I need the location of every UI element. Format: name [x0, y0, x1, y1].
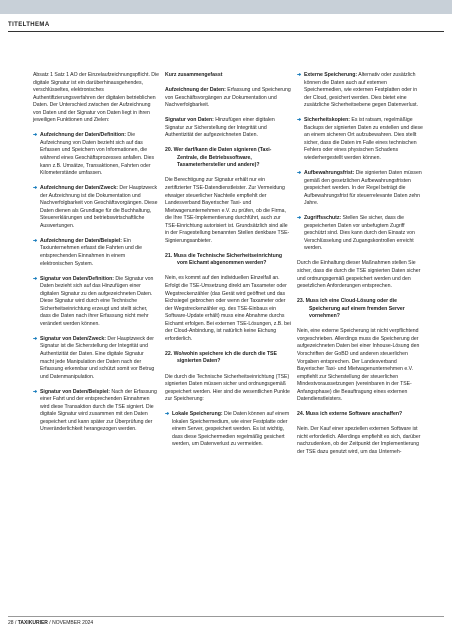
col3-bullet-list — [297, 72, 423, 253]
bullet-text: Es ist ratsam, regelmäßige Backups der signierten Daten zu erstellen und diese an einem sicheren Ort aufzubewahren. Dies stellt sicher, dass die Daten im Falle eines technischen Fehlers oder eines physischen Schadens wiederhergestellt werden können. — [304, 117, 423, 161]
question-23-heading: 23. Muss ich eine Cloud-Lösung oder die Speicherung auf einem fremden Server vornehmen? — [297, 298, 405, 320]
arrow-right-icon: ➔ — [33, 237, 38, 244]
bullet-item — [297, 215, 423, 253]
bullet-lead: Aufzeichnung der Daten/Zweck: — [40, 185, 118, 192]
issue-date: / NOVEMBER 2024 — [47, 620, 94, 626]
bullet-text: Die Signatur von Daten bezieht sich auf das Hinzufügen einer digitalen Signatur zu den aufgezeichneten Daten. Diese Signatur wird durch eine Technische Sicherheitseinrichtung erzeugt und stellt sicher, dass die Daten nach ihrer Erfassung nicht mehr verändert werden können. — [40, 275, 154, 327]
bullet-lead: Aufzeichnung der Daten/Definition: — [40, 132, 126, 139]
bullet-text: Die Daten können auf einem lokalen Speichermedium, wie einer Festplatte oder einem Server, gespeichert werden. Es ist wichtig, dass diese Speichermedien regelmäßig gesichert werden, um Datenverlust zu vermeiden. — [172, 411, 290, 448]
arrow-right-icon: ➔ — [297, 170, 302, 177]
intro-paragraph: Absatz 1 Satz 1 AO der Einzelaufzeichnungspflicht. Die digitale Signatur ist ein darüberhinausgehendes, verschlüsseltes, elektronisches Authentifizierungsverfahren der digitalen betrieblichen Daten. Der Unterschied zwischen der Aufzeichnung von Daten und der Signatur von Daten liegt in ihren jeweiligen Funktionen und Zielen: — [33, 72, 160, 124]
footer-rule — [8, 616, 444, 617]
arrow-right-icon: ➔ — [33, 185, 38, 192]
col1-bullet-list — [33, 132, 159, 434]
bullet-lead: Signatur von Daten/Zweck: — [40, 335, 106, 342]
bullet-item — [297, 117, 423, 162]
question-21-heading: 21. Muss die Technische Sicherheitseinrichtung vom Eichamt abgenommen werden? — [165, 252, 283, 267]
bullet-lead: Signatur von Daten/Definition: — [40, 275, 114, 282]
page-number: 28 — [8, 620, 14, 626]
arrow-right-icon: ➔ — [33, 335, 38, 342]
page-footer: 28 / TAXIKURIER / NOVEMBER 2024 — [8, 620, 94, 626]
arrow-right-icon: ➔ — [33, 275, 38, 282]
bullet-item — [33, 336, 159, 381]
question-20-heading: 20. Wer darf/kann die Daten signieren (Taxi-Zentrale, die Betriebssoftware, Taxameterhersteller und andere)? — [165, 147, 272, 169]
bullet-lead: Externe Speicherung: — [304, 72, 358, 78]
question-24-heading: 24. Muss ich externe Software anschaffen? — [297, 411, 403, 418]
bullet-item — [33, 238, 159, 268]
question-22-heading: 22. Wo/wohin speichere ich die durch die TSE signierten Daten? — [165, 350, 277, 365]
summary-label: Signatur von Daten: — [165, 117, 214, 124]
arrow-right-icon: ➔ — [297, 117, 302, 124]
question-22-answer: Die durch die Technische Sicherheitseinrichtung (TSE) signierten Daten müssen sicher und ordnungsgemäß gespeichert werden. Hier sind die wesentlichen Punkte zur Speicherung: — [165, 373, 290, 403]
question-21-answer: Nein, es kommt auf den individuellen Einzelfall an. Erfolgt die TSE-Umsetzung direkt am Taxameter oder Wegstreckenzähler (das Gerät wird geöffnet und das Eichsiegel gebrochen oder wenn der Taxameter oder der Wegstreckenzähler eg. des TSE-Einbaus ein Software-Update erhält) muss eine Abnahme durchs Eichamt erfolgen. Bei externen TSE-Lösungen, z.B. bei der Cloud-Anbindung, ist natürlich keine Eichung erforderlich. — [165, 275, 291, 342]
bullet-text: Ein Taxiunternehmen erfasst die Fahrten und die entsprechenden Einnahmen in einem elektronischen System. — [40, 237, 143, 267]
arrow-right-icon: ➔ — [33, 132, 38, 139]
header-rule — [8, 31, 444, 32]
question-23-answer: Nein, eine externe Speicherung ist nicht verpflichtend vorgeschrieben. Allerdings muss die Speicherung der aufgezeichneten Daten bei einer Inhouse-Lösung den Vorschriften der GoBD und anderen steuerlichen Vorgaben entsprechen. Der Landesverband Bayerischer Taxi- und Mietwagenunternehmen e.V. empfiehlt zur Sicherstellung der steuerlichen Mindestvoraussetzungen (vereinbaren in der TSE-Anfangsphase) die Beauftragung eines externen Datendienstleisters. — [297, 328, 420, 403]
arrow-right-icon: ➔ — [33, 388, 38, 395]
bullet-text: Der Hauptzweck der Signatur ist die Sicherstellung der Integrität und Authentizität der Daten. Eine digitale Signatur macht jede Manipulation der Daten nach der Erfassung erkennbar und schützt somit vor Betrug und Datenmanipulation. — [40, 335, 155, 380]
bullet-text: Alternativ oder zusätzlich können die Daten auch auf externen Speichermedien, wie externen Festplatten oder in der Cloud, gesichert werden. Dies bietet eine zusätzliche Sicherheitsebene gegen Datenverlust. — [304, 72, 419, 109]
bullet-text: Der Hauptzweck der Aufzeichnung ist die Dokumentation und Nachverfolgbarkeit von Geschäftsvorgängen. Diese Daten dienen als Grundlage für die Buchhaltung, Steuererklärungen und betriebswirtschaftliche Auswertungen. — [40, 185, 158, 229]
conclusion-paragraph: Durch die Einhaltung dieser Maßnahmen stellen Sie sicher, dass die durch die TSE signierten Daten sicher und ordnungsgemäß gespeichert werden und den gesetzlichen Anforderungen entsprechen. — [297, 260, 421, 290]
bullet-text: Die Aufzeichnung von Daten bezieht sich auf das Erfassen und Speichern von Informationen, die während eines Geschäftsprozesses anfallen. Dies kann z.B. Umsätze, Transaktionen, Fahrten oder Kilometerstände umfassen. — [40, 132, 155, 177]
section-title: TITELTHEMA — [8, 22, 50, 28]
bullet-item — [33, 276, 159, 329]
arrow-right-icon: ➔ — [165, 411, 170, 418]
bullet-lead: Aufbewahrungsfrist: — [304, 170, 355, 177]
bullet-text: Nach der Erfassung einer Fahrt und der entsprechenden Einnahmen wird diese Transaktion durch die TSE signiert. Die digitale Signatur wird zusammen mit den Daten gespeichert und kann später zur Überprüfung der Unveränderlichkeit herangezogen werden. — [40, 388, 157, 433]
bullet-lead: Zugriffsschutz: — [304, 215, 342, 222]
bullet-lead: Aufzeichnung der Daten/Beispiel: — [40, 237, 122, 244]
summary-data-signature — [165, 117, 291, 140]
top-banner — [0, 0, 452, 14]
arrow-right-icon: ➔ — [297, 215, 302, 222]
summary-text: Hinzufügen einer digitalen Signatur zur Sicherstellung der Integrität und Authentizität der aufgezeichneten Daten. — [165, 117, 275, 139]
magazine-name: TAXIKURIER — [17, 620, 48, 626]
question-24-answer: Nein. Der Kauf einer speziellen externen Software ist nicht erforderlich. Allerdings empfiehlt es sich, darüber nachzudenken, ob der Zeitpunkt der Implementierung der TSE dazu genutzt wird, um das Unterneh- — [297, 426, 421, 455]
column-1 — [33, 72, 159, 441]
bullet-text: Die signierten Daten müssen gemäß den gesetzlichen Aufbewahrungsfristen gespeichert werden. In der Regel beträgt die Aufbewahrungsfrist für steuerrelevante Daten zehn Jahre. — [304, 170, 422, 207]
question-20-answer: Die Berechtigung zur Signatur erhält nur ein zertifizierter TSE-Datendienstleister. Zur Vermeidung etwaiger steuerlicher Nachteile empfiehlt der Landesverband Bayerischer Taxi- und Mietwagenunternehmen e.V. zu prüfen, ob die Firma, die Ihre TSE-Implementierung durchführt, auch zur TSE-Einrichtung autorisiert ist. Grundsätzlich sind alle in der Fragestellung benannten Stellen denkbare TSE-Signierungsanbieter. — [165, 177, 290, 244]
bullet-lead: Sicherheitskopien: — [304, 117, 350, 124]
bullet-item — [33, 185, 159, 230]
summary-label: Aufzeichnung der Daten: — [165, 87, 226, 94]
summary-heading: Kurz zusammengefasst — [165, 72, 223, 78]
bullet-lead: Signatur von Daten/Beispiel: — [40, 388, 110, 395]
arrow-right-icon: ➔ — [297, 72, 302, 78]
bullet-item — [33, 132, 159, 177]
bullet-item — [297, 72, 423, 110]
summary-data-recording — [165, 87, 291, 110]
bullet-item-local-storage — [165, 411, 291, 449]
bullet-lead: Lokale Speicherung: — [172, 411, 223, 418]
column-2 — [165, 72, 291, 456]
bullet-item — [33, 389, 159, 434]
bullet-item — [297, 170, 423, 208]
summary-text: Erfassung und Speicherung von Geschäftsvorgängen zur Dokumentation und Nachverfolgbarkeit. — [165, 87, 291, 109]
bullet-text: Stellen Sie sicher, dass die gespeicherten Daten vor unbefugtem Zugriff geschützt sind. Dies kann durch den Einsatz von Verschlüsselung und Zugangskontrollen erreicht werden. — [304, 215, 415, 252]
column-3 — [297, 72, 423, 464]
